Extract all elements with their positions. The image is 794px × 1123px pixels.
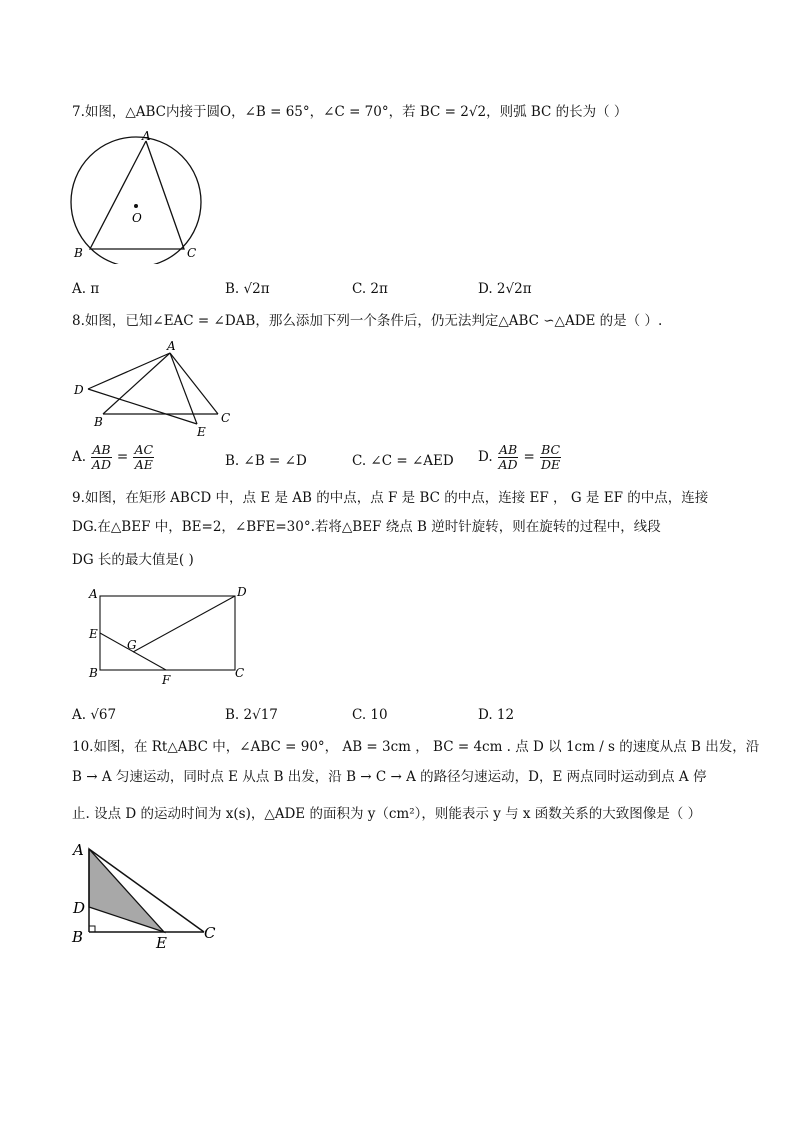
q7-text: 7.如图，△ABC内接于圆O，∠B = 65°，∠C = 70°，若 BC = 2√2，则弧 BC 的长为（ ） xyxy=(72,104,628,120)
q7-option-d: D. 2√2π xyxy=(478,281,532,297)
q7-label-a: A xyxy=(142,129,151,143)
q8-label-a: A xyxy=(167,339,176,353)
q8-option-a-den1: AD xyxy=(91,457,111,472)
q8-option-a-den2: AE xyxy=(134,457,153,472)
q8-option-d-den2: DE xyxy=(540,457,561,472)
q8-option-d-frac2 xyxy=(540,443,561,472)
q8-option-c: C. ∠C = ∠AED xyxy=(352,453,454,469)
q10-label-e: E xyxy=(156,934,167,952)
q9-label-b: B xyxy=(89,666,98,680)
q10-text-line2: B → A 匀速运动，同时点 E 从点 B 出发，沿 B → C → A 的路径匀速运动，D，E 两点同时运动到点 A 停 xyxy=(72,769,707,785)
q9-label-f: F xyxy=(162,673,171,687)
q7-label-o: O xyxy=(132,211,142,225)
q8-option-a-num2: AC xyxy=(134,442,154,457)
q9-label-a: A xyxy=(89,587,98,601)
q8-triangle-figure xyxy=(70,336,240,440)
q9-option-c: C. 10 xyxy=(352,707,388,723)
q8-label-c: C xyxy=(221,411,231,425)
q10-label-b: B xyxy=(72,928,84,946)
q8-option-d-num1: AB xyxy=(498,442,518,457)
q8-label-b: B xyxy=(94,415,103,429)
q9-label-d: D xyxy=(237,585,247,599)
q7-label-b: B xyxy=(74,246,83,260)
q10-right-triangle-figure xyxy=(64,834,230,954)
q9-rectangle-figure xyxy=(82,580,254,690)
q8-option-a xyxy=(72,443,155,472)
q8-option-a-prefix: A. xyxy=(72,449,87,465)
q7-option-b: B. √2π xyxy=(225,281,270,297)
q8-option-d-frac1 xyxy=(498,443,518,472)
q7-circle-figure xyxy=(62,124,218,264)
q9-label-c: C xyxy=(235,666,245,680)
q7-label-c: C xyxy=(187,246,197,260)
q8-option-d-num2: BC xyxy=(541,442,561,457)
q10-label-a: A xyxy=(73,841,84,859)
q8-text: 8.如图，已知∠EAC = ∠DAB，那么添加下列一个条件后，仍无法判定△ABC ∽△ADE 的是（ ）. xyxy=(72,313,663,329)
q10-label-d: D xyxy=(73,899,86,917)
q8-option-d xyxy=(478,443,562,472)
q7-option-a: A. π xyxy=(72,281,100,297)
q8-option-a-frac2 xyxy=(133,443,154,472)
q9-text-line1: 9.如图，在矩形 ABCD 中，点 E 是 AB 的中点，点 F 是 BC 的中点，连接 EF ， G 是 EF 的中点，连接 xyxy=(72,490,709,506)
q8-option-a-num1: AB xyxy=(92,442,111,457)
q8-option-a-frac1 xyxy=(91,443,111,472)
q8-label-e: E xyxy=(197,425,206,439)
q10-text-line1: 10.如图，在 Rt△ABC 中，∠ABC = 90°， AB = 3cm ， BC = 4cm . 点 D 以 1cm / s 的速度从点 B 出发，沿 xyxy=(72,739,760,755)
q9-option-d: D. 12 xyxy=(478,707,515,723)
q8-option-a-eq: = xyxy=(116,449,129,465)
q9-label-g: G xyxy=(127,638,137,652)
q8-option-d-den1: AD xyxy=(498,457,518,472)
q10-label-c: C xyxy=(204,924,216,942)
q8-option-d-prefix: D. xyxy=(478,449,493,465)
q9-text-line2: DG.在△BEF 中，BE=2，∠BFE=30°.若将△BEF 绕点 B 逆时针旋转，则在旋转的过程中，线段 xyxy=(72,519,661,535)
q7-option-c: C. 2π xyxy=(352,281,388,297)
q8-label-d: D xyxy=(74,383,84,397)
q10-text-line3: 止. 设点 D 的运动时间为 x(s)，△ADE 的面积为 y（cm²），则能表示 y 与 x 函数关系的大致图像是（ ） xyxy=(72,806,702,822)
q8-option-b: B. ∠B = ∠D xyxy=(225,453,307,469)
q9-option-b: B. 2√17 xyxy=(225,707,278,723)
q9-option-a: A. √67 xyxy=(72,707,117,723)
q8-option-d-eq: = xyxy=(523,449,535,465)
q9-label-e: E xyxy=(89,627,98,641)
q9-text-line3: DG 长的最大值是( ) xyxy=(72,552,194,568)
